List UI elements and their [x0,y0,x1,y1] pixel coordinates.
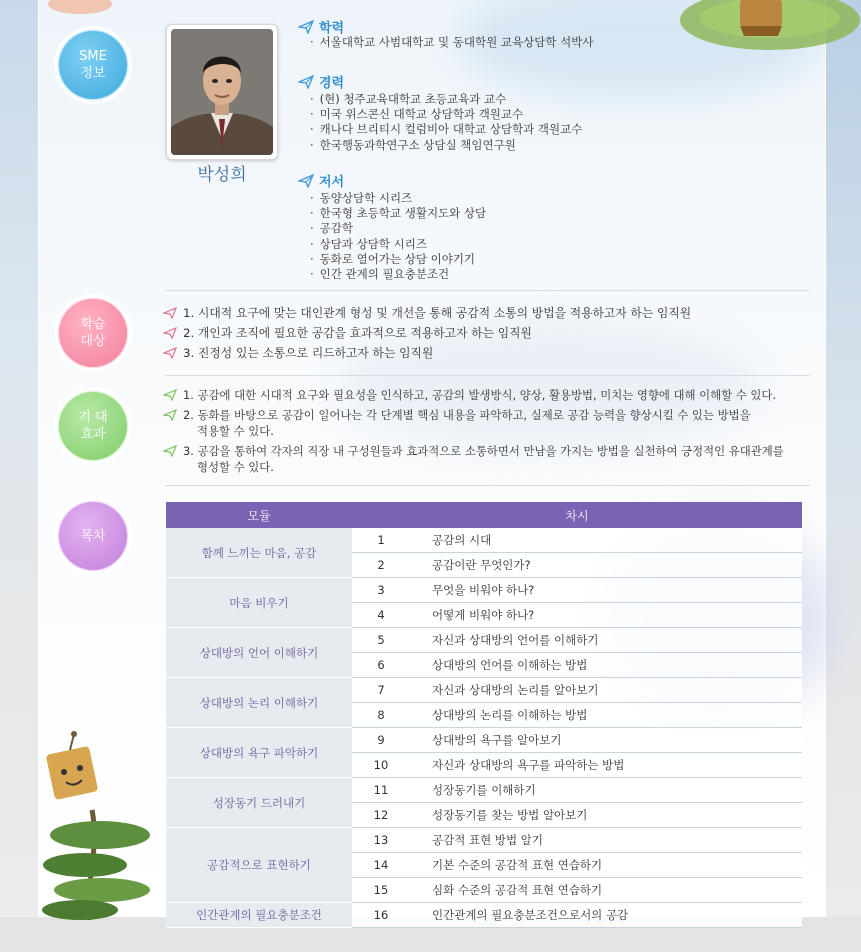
arrow-icon [163,445,177,457]
portrait-photo [171,29,273,155]
expected-effect-badge: 기 대 효과 [59,392,127,460]
toc-header-session: 차시 [352,502,802,528]
flower-decoration [40,0,120,20]
list-item: · 한국행동과학연구소 상담실 책임연구원 [310,138,582,153]
session-title: 기본 수준의 공감적 표현 연습하기 [410,853,802,878]
session-number: 15 [352,878,410,903]
session-number: 11 [352,778,410,803]
arrow-icon [163,409,177,421]
session-title: 자신과 상대방의 언어를 이해하기 [410,628,802,653]
session-number: 3 [352,578,410,603]
toc-table [166,502,802,928]
list-item: · 인간 관계의 필요충분조건 [310,267,486,282]
session-title: 무엇을 비워야 하나? [410,578,802,603]
lily-pad-decoration [640,0,861,90]
toc-header-row [166,502,802,528]
table-row [166,728,802,753]
session-number: 12 [352,803,410,828]
table-row [166,778,802,803]
list-item: · 상담과 상담학 시리즈 [310,237,486,252]
session-number: 10 [352,753,410,778]
session-title: 상대방의 논리를 이해하는 방법 [410,703,802,728]
section-divider [165,375,810,376]
table-row [166,628,802,653]
session-number: 4 [352,603,410,628]
session-title: 상대방의 욕구를 알아보기 [410,728,802,753]
list-item: 1. 시대적 요구에 맞는 대인관계 형성 및 개선을 통해 공감적 소통의 방법을 적용하고자 하는 임직원 [163,305,691,321]
career-list [310,92,582,153]
module-name: 공감적으로 표현하기 [166,828,352,903]
list-item: 2. 동화를 바탕으로 공감이 일어나는 각 단계별 핵심 내용을 파악하고, 실제로 공감 능력을 향상시킬 수 있는 방법을 적용할 수 있다. [163,407,784,439]
list-item: · 동화로 열어가는 상담 이야기기 [310,252,486,267]
module-name: 상대방의 욕구 파악하기 [166,728,352,778]
table-row [166,578,802,603]
list-item: · (현) 청주교육대학교 초등교육과 교수 [310,92,582,107]
session-number: 9 [352,728,410,753]
list-item: 2. 개인과 조직에 필요한 공감을 효과적으로 적용하고자 하는 임직원 [163,325,691,341]
sme-info-badge: SME 정보 [59,31,127,99]
tree-and-character-decoration [30,730,180,920]
section-title-career: 경력 [298,72,344,91]
session-number: 6 [352,653,410,678]
arrow-icon [163,347,177,359]
session-title: 자신과 상대방의 논리를 알아보기 [410,678,802,703]
section-divider [165,290,810,291]
session-title: 어떻게 비워야 하나? [410,603,802,628]
session-title: 인간관계의 필요충분조건으로서의 공감 [410,903,802,928]
education-list [310,35,593,50]
paper-plane-icon [298,75,314,89]
sme-name: 박성희 [197,165,247,185]
table-row [166,678,802,703]
session-title: 성장동기를 찾는 방법 알아보기 [410,803,802,828]
publications-list [310,191,486,282]
arrow-icon [163,389,177,401]
paper-plane-icon [298,174,314,188]
learning-target-list [163,305,691,361]
module-name: 인간관계의 필요충분조건 [166,903,352,928]
arrow-icon [163,307,177,319]
session-title: 심화 수준의 공감적 표현 연습하기 [410,878,802,903]
background-right-wash [821,0,861,952]
table-row [166,903,802,928]
list-item: 3. 공감을 통하여 각자의 직장 내 구성원들과 효과적으로 소통하면서 만남을 가지는 방법을 실천하여 긍정적인 유대관계를 형성할 수 있다. [163,443,784,475]
table-row [166,528,802,553]
module-name: 상대방의 언어 이해하기 [166,628,352,678]
learning-target-badge: 학습 대상 [59,299,127,367]
session-number: 13 [352,828,410,853]
list-item: · 한국형 초등학교 생활지도와 상담 [310,206,486,221]
session-title: 공감적 표현 방법 알기 [410,828,802,853]
profile-photo-frame [166,24,278,160]
session-title: 자신과 상대방의 욕구를 파악하는 방법 [410,753,802,778]
list-item: · 캐나다 브리티시 컬럼비아 대학교 상담학과 객원교수 [310,122,582,137]
session-number: 5 [352,628,410,653]
section-title-publications: 저서 [298,171,344,190]
list-item: · 미국 위스콘신 대학교 상담학과 객원교수 [310,107,582,122]
session-title: 성장동기를 이해하기 [410,778,802,803]
session-number: 8 [352,703,410,728]
session-title: 공감이란 무엇인가? [410,553,802,578]
session-number: 1 [352,528,410,553]
module-name: 상대방의 논리 이해하기 [166,678,352,728]
toc-header-module: 모듈 [166,502,352,528]
arrow-icon [163,327,177,339]
table-row [166,828,802,853]
session-title: 상대방의 언어를 이해하는 방법 [410,653,802,678]
session-number: 14 [352,853,410,878]
session-number: 7 [352,678,410,703]
list-item: 1. 공감에 대한 시대적 요구와 필요성을 인식하고, 공감의 발생방식, 양상, 활용방법, 미치는 영향에 대해 이해할 수 있다. [163,387,784,403]
session-title: 공감의 시대 [410,528,802,553]
session-number: 16 [352,903,410,928]
list-item: · 공감학 [310,221,486,236]
section-divider [165,485,810,486]
list-item: · 서울대학교 사범대학교 및 동대학원 교육상담학 석박사 [310,35,593,50]
list-item: 3. 진정성 있는 소통으로 리드하고자 하는 임직원 [163,345,691,361]
module-name: 마음 비우기 [166,578,352,628]
module-name: 함께 느끼는 마음, 공감 [166,528,352,578]
session-number: 2 [352,553,410,578]
module-name: 성장동기 드러내기 [166,778,352,828]
toc-badge: 목차 [59,502,127,570]
expected-effect-list [163,387,784,475]
list-item: · 동양상담학 시리즈 [310,191,486,206]
section-title-education: 학력 [298,17,344,36]
paper-plane-icon [298,20,314,34]
